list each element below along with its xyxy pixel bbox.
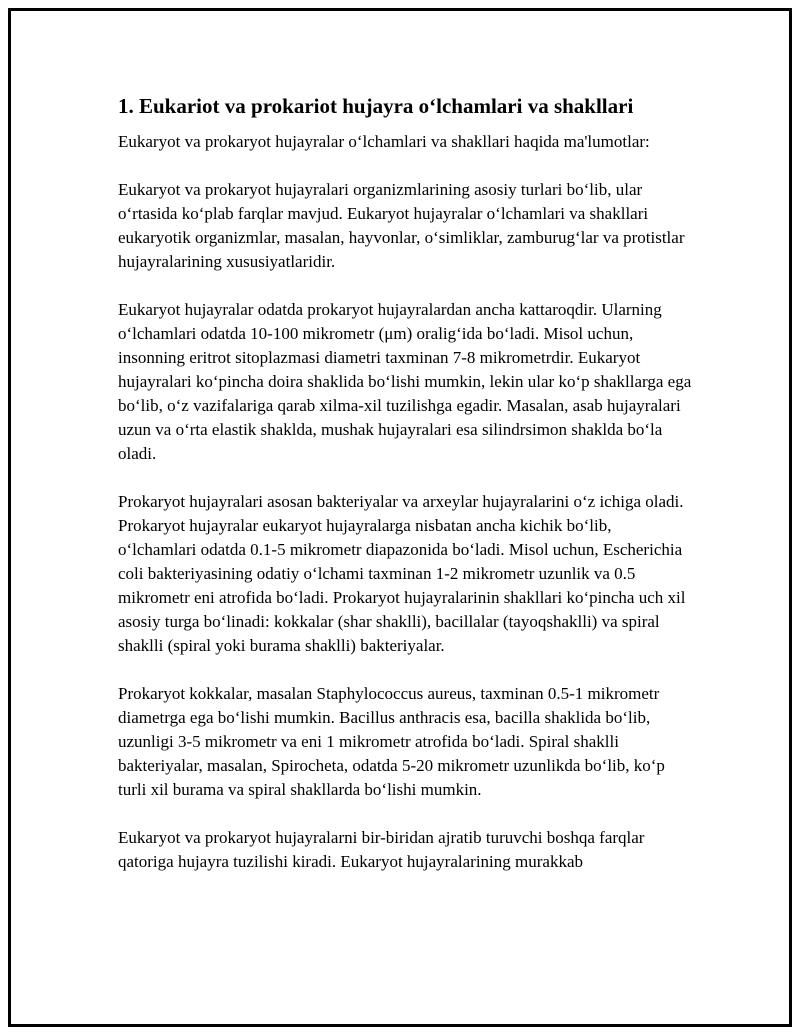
paragraph-overview: Eukaryot va prokaryot hujayralari organizmlarining asosiy turlari bo‘lib, ular o‘rtasida ko‘plab farqlar mavjud. Eukaryot hujayralar o‘lchamlari va shakllari eukaryotik organizmlar, masalan, hayvonlar, o‘simliklar, zamburug‘lar va protistlar hujayralarining xususiyatlaridir. (118, 180, 685, 272)
paragraph-prokaryote-size: Prokaryot hujayralari asosan bakteriyalar va arxeylar hujayralarini o‘z ichiga oladi. Prokaryot hujayralar eukaryot hujayralarga nisbatan ancha kichik bo‘lib, o‘lchamlari odatda 0.1-5 mikrometr diapazonida bo‘ladi. Misol uchun, Escherichia coli bakteriyasining odatiy o‘lchami taxminan 1-2 mikrometr uzunlik va 0.5 mikrometr eni atrofida bo‘ladi. Prokaryot hujayralarinin shakllari ko‘pincha uch xil asosiy turga bo‘linadi: kokkalar (shar shaklli), bacillalar (tayoqshaklli) va spiral shaklli (spiral yoki burama shaklli) bakteriyalar. (118, 492, 686, 656)
paragraph-eukaryote-size: Eukaryot hujayralar odatda prokaryot hujayralardan ancha kattaroqdir. Ularning o‘lchamlari odatda 10-100 mikrometr (μm) oralig‘ida bo‘ladi. Misol uchun, insonning eritrot sitoplazmasi diametri taxminan 7-8 mikrometrdir. Eukaryot hujayralari ko‘pincha doira shaklida bo‘lishi mumkin, lekin ular ko‘p shakllarga ega bo‘lib, o‘z vazifalariga qarab xilma-xil tuzilishga egadir. Masalan, asab hujayralari uzun va o‘rta elastik shaklda, mushak hujayralari esa silindrsimon shaklda bo‘la oladi. (118, 300, 692, 464)
document-page (8, 8, 792, 1027)
paragraph-intro: Eukaryot va prokaryot hujayralar o‘lchamlari va shakllari haqida ma'lumotlar: (118, 132, 650, 152)
section-heading: 1. Eukariot va prokariot hujayra o‘lchamlari va shakllari (118, 94, 634, 118)
document-content (118, 93, 693, 898)
paragraph-structure: Eukaryot va prokaryot hujayralarni bir-biridan ajratib turuvchi boshqa farqlar qatoriga hujayra tuzilishi kiradi. Eukaryot hujayralarining murakkab (118, 828, 645, 872)
paragraph-prokaryote-shapes: Prokaryot kokkalar, masalan Staphylococcus aureus, taxminan 0.5-1 mikrometr diametrga ega bo‘lishi mumkin. Bacillus anthracis esa, bacilla shaklida bo‘lib, uzunligi 3-5 mikrometr va eni 1 mikrometr atrofida bo‘ladi. Spiral shaklli bakteriyalar, masalan, Spirocheta, odatda 5-20 mikrometr uzunlikda bo‘lib, ko‘p turli xil burama va spiral shakllarda bo‘lishi mumkin. (118, 684, 665, 800)
